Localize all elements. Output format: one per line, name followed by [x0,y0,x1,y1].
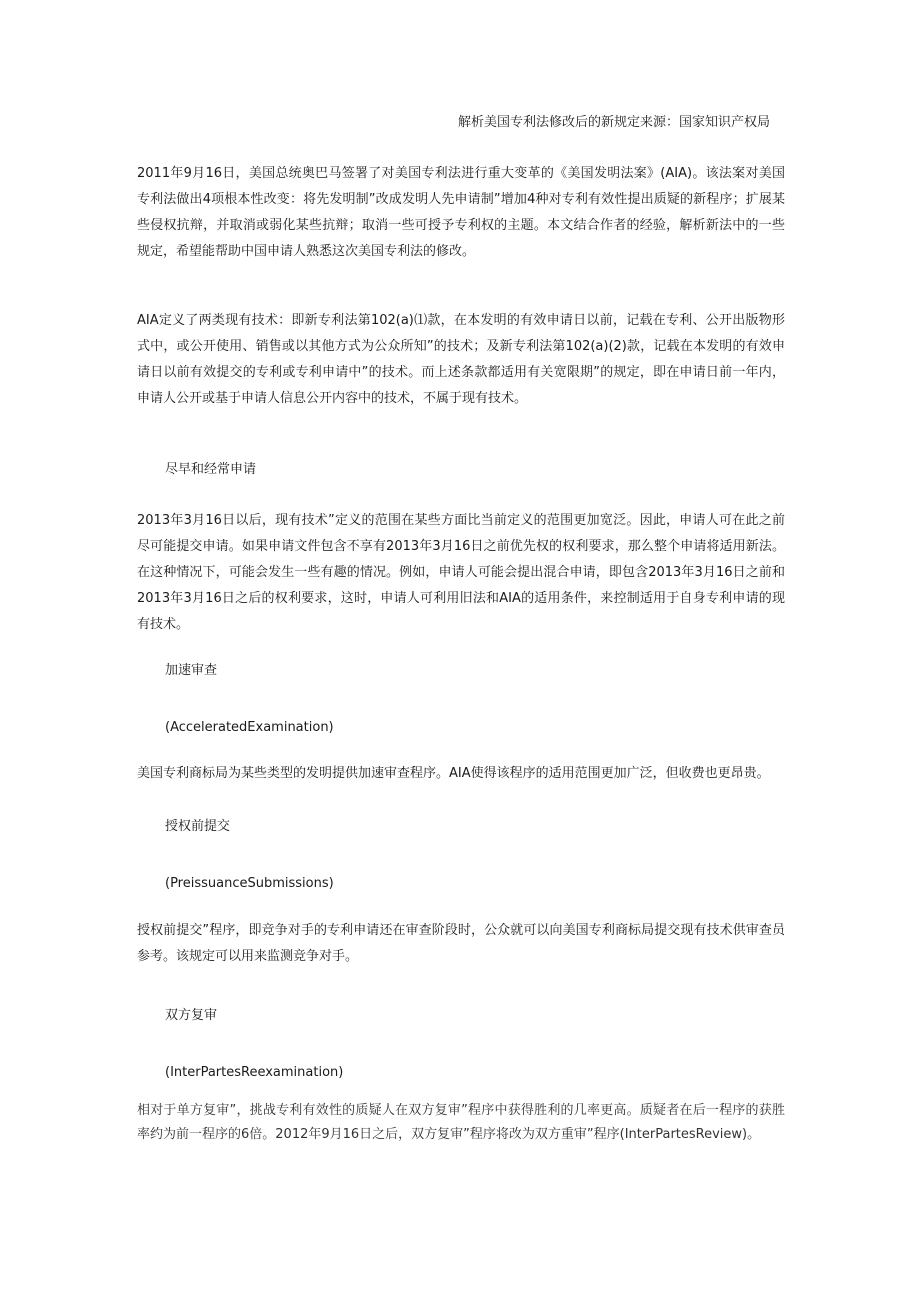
paragraph-file-early: 2013年3月16日以后，现有技术”定义的范围在某些方面比当前定义的范围更加宽泛。因此，申请人可在此之前尽可能提交申请。如果申请文件包含不享有2013年3月16日之前优先权的权利要求，那么整个申请将适用新法。在这种情况下，可能会发生一些有趣的情况。例如，申请人可能会提出混合申请，即包含2013年3月16日之前和2013年3月16日之后的权利要求，这时，申请人可利用旧法和AIA的适用条件，来控制适用于自身专利申请的现有技术。 [137,513,785,632]
section-heading-inter-partes: 双方复审 [165,1008,218,1023]
paragraph-prior-art: AIA定义了两类现有技术：即新专利法第102(a)⑴款，在本发明的有效申请日以前，记载在专利、公开出版物形式中，或公开使用、销售或以其他方式为公众所知”的技术；及新专利法第102(a)(2)款，记载在本发明的有效申请日以前有效提交的专利或专利申请中”的技术。而上述条款都适用有关宽限期”的规定，即在申请日前一年内，申请人公开或基于申请人信息公开内容中的技术，不属于现有技术。 [137,313,785,406]
paragraph-accelerated-examination: 美国专利商标局为某些类型的发明提供加速审查程序。AIA使得该程序的适用范围更加广泛，但收费也更昂贵。 [137,766,770,781]
section-heading-file-early: 尽早和经常申请 [165,462,257,477]
paragraph-preissuance: 授权前提交”程序，即竞争对手的专利申请还在审查阶段时，公众就可以向美国专利商标局提交现有技术供审查员参考。该规定可以用来监测竞争对手。 [137,923,785,964]
paragraph-intro: 2011年9月16日，美国总统奥巴马签署了对美国专利法进行重大变革的《美国发明法案》(AIA)。该法案对美国专利法做出4项根本性改变：将先发明制”改成发明人先申请制”增加4种对专利有效性提出质疑的新程序；扩展某些侵权抗辩，并取消或弱化某些抗辩；取消一些可授予专利权的主题。本文结合作者的经验，解析新法中的一些规定，希望能帮助中国申请人熟悉这次美国专利法的修改。 [137,166,785,259]
section-subheading-preissuance: (PreissuanceSubmissions) [165,876,334,891]
paragraph-inter-partes: 相对于单方复审”，挑战专利有效性的质疑人在双方复审”程序中获得胜利的几率更高。质疑者在后一程序的获胜率约为前一程序的6倍。2012年9月16日之后，双方复审”程序将改为双方重审”程序(InterPartesReview)。 [137,1103,785,1142]
section-subheading-accelerated-examination: (AcceleratedExamination) [165,720,334,735]
section-subheading-inter-partes: (InterPartesReexamination) [165,1065,344,1080]
document-title: 解析美国专利法修改后的新规定来源：国家知识产权局 [457,115,770,130]
section-heading-accelerated-examination: 加速审查 [165,663,218,678]
section-heading-preissuance: 授权前提交 [165,819,231,834]
